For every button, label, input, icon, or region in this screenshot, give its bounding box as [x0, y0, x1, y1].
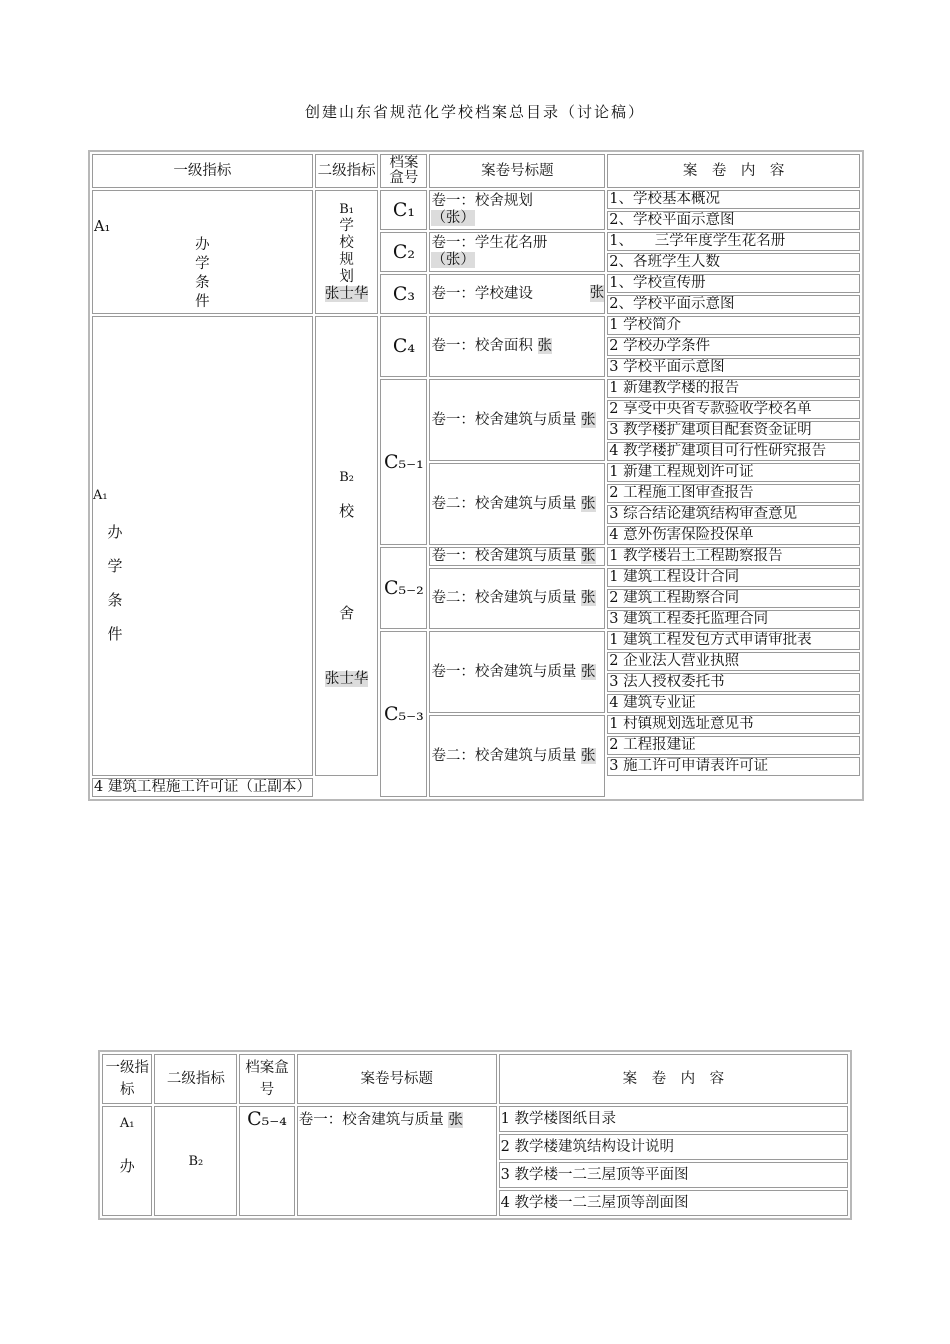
volume-c2-person: （张）: [431, 252, 475, 268]
content-item: 1 建筑工程发包方式申请审批表: [607, 631, 860, 650]
volume-c5-3-2-person: 张: [581, 747, 596, 764]
table-header-row: [102, 1054, 848, 1104]
content-item: 4 意外伤害保险投保单: [607, 526, 860, 545]
volume-c5-2-2-person: 张: [581, 590, 596, 606]
content-item: 3 教学楼扩建项目配套资金证明: [607, 421, 860, 440]
content-item: 4 教学楼扩建项目可行性研究报告: [607, 442, 860, 461]
content-item: 1 学校简介: [607, 316, 860, 335]
header-volume-title: 案卷号标题: [429, 154, 605, 188]
volume-c5-2-1-person: 张: [581, 548, 596, 564]
content-item: 2 建筑工程勘察合同: [607, 589, 860, 608]
a1-second-label: A₁: [93, 488, 108, 503]
header-content: 案 卷 内 容: [607, 154, 860, 188]
header-box: 档案盒号: [239, 1054, 295, 1104]
b2-label: B₂: [339, 470, 354, 485]
b1-label: B₁: [339, 202, 354, 217]
box-c5-2: C₅₋₂: [380, 547, 427, 629]
volume-c5-1-2-person: 张: [581, 495, 596, 512]
volume-c5-3-2-title: 卷二：校舍建筑与质量: [431, 747, 577, 764]
volume-c2: [429, 232, 605, 272]
volume-c5-1-1-title: 卷一：校舍建筑与质量: [431, 411, 577, 428]
content-item: 1 建筑工程设计合同: [607, 568, 860, 587]
level1-a1-cell: [102, 1106, 152, 1216]
content-item: 1 新建工程规划许可证: [607, 463, 860, 482]
volume-c5-1-1: [429, 379, 605, 461]
content-item: 3 综合结论建筑结构审查意见: [607, 505, 860, 524]
volume-c5-4-title: 卷一：校舍建筑与质量: [298, 1112, 444, 1128]
header-content: 案 卷 内 容: [499, 1054, 848, 1104]
table-row: [92, 190, 860, 209]
content-item: 2 享受中央省专款验收学校名单: [607, 400, 860, 419]
volume-c5-1-1-person: 张: [581, 411, 596, 428]
box-c2: C₂: [380, 232, 427, 272]
content-item: 2 企业法人营业执照: [607, 652, 860, 671]
volume-c2-title: 卷一：学生花名册: [431, 235, 548, 251]
archive-catalog-table-continued: [98, 1050, 852, 1220]
volume-c5-2-1: [429, 547, 605, 566]
volume-c5-3-1-person: 张: [581, 663, 596, 680]
box-c1: C₁: [380, 190, 427, 230]
volume-c4-person: 张: [537, 338, 553, 354]
box-c5-4: C₅₋₄: [239, 1106, 295, 1216]
content-item: 2、学校平面示意图: [607, 295, 860, 314]
volume-c5-4-person: 张: [448, 1112, 463, 1128]
header-level2: 二级指标: [315, 154, 379, 188]
content-item: 4 建筑工程施工许可证（正副本）: [94, 779, 311, 795]
content-item: 3 学校平面示意图: [607, 358, 860, 377]
table-row: [92, 316, 860, 335]
box-c3: C₃: [380, 274, 427, 314]
box-c4: C₄: [380, 316, 427, 377]
volume-c5-4: [297, 1106, 497, 1216]
content-item: 1 新建教学楼的报告: [607, 379, 860, 398]
content-item: 2、各班学生人数: [607, 253, 860, 272]
header-volume-title: 案卷号标题: [297, 1054, 497, 1104]
header-level1: 一级指标: [102, 1054, 152, 1104]
box-c5-1: C₅₋₁: [380, 379, 427, 545]
level2-b2-cell: [315, 316, 379, 776]
content-item: 3 法人授权委托书: [607, 673, 860, 692]
content-item: 1、学校宣传册: [607, 274, 860, 293]
level2-b1-cell: [315, 190, 379, 314]
b2-text-1: 校: [339, 502, 355, 520]
volume-c1: [429, 190, 605, 230]
page-title: 创建山东省规范化学校档案总目录（讨论稿）: [304, 103, 645, 121]
a1-text: 办: [119, 1157, 135, 1175]
volume-c1-person: （张）: [431, 210, 475, 226]
b1-text: 学校规划: [339, 218, 354, 285]
b2-text-2: 舍: [339, 604, 355, 622]
box-c5-3: C₅₋₃: [380, 631, 427, 797]
level2-b2-cell: [154, 1106, 237, 1216]
header-level1: 一级指标: [92, 154, 313, 188]
content-item: 2、学校平面示意图: [607, 211, 860, 230]
volume-c5-3-2: [429, 715, 605, 797]
content-item: 1 教学楼图纸目录: [499, 1106, 848, 1132]
volume-c5-2-2: [429, 568, 605, 629]
archive-catalog-table: [88, 150, 864, 801]
volume-c5-3-1-title: 卷一：校舍建筑与质量: [431, 663, 577, 680]
content-item: 2 教学楼建筑结构设计说明: [499, 1134, 848, 1160]
content-item: 2 工程报建证: [607, 736, 860, 755]
volume-c5-1-2: [429, 463, 605, 545]
a1-text: 办学条件: [195, 237, 210, 310]
content-item: 2 学校办学条件: [607, 337, 860, 356]
volume-c3-person: 张: [589, 285, 605, 301]
a1-second-text: 办学条件: [107, 523, 123, 643]
volume-c4-title: 卷一：校舍面积: [431, 338, 533, 354]
content-item: 1、 三学年度学生花名册: [607, 232, 860, 251]
a1-label: A₁: [94, 219, 111, 235]
volume-c5-3-1: [429, 631, 605, 713]
content-item: 4 教学楼一二三屋顶等剖面图: [499, 1190, 848, 1216]
header-level2: 二级指标: [154, 1054, 237, 1104]
content-item: 1、学校基本概况: [607, 190, 860, 209]
b2-person: 张士华: [324, 671, 369, 687]
volume-c4: [429, 316, 605, 377]
b2-person-wrap: [316, 671, 378, 688]
table-header-row: [92, 154, 860, 188]
content-item: 1 村镇规划选址意见书: [607, 715, 860, 734]
volume-c1-title: 卷一：校舍规划: [431, 193, 533, 209]
content-item: 2 工程施工图审查报告: [607, 484, 860, 503]
level1-a1-cell: [92, 190, 313, 314]
volume-c5-2-2-title: 卷二：校舍建筑与质量: [431, 590, 577, 606]
volume-c5-2-1-title: 卷一：校舍建筑与质量: [431, 548, 577, 564]
content-item: 3 教学楼一二三屋顶等平面图: [499, 1162, 848, 1188]
content-item: 3 建筑工程委托监理合同: [607, 610, 860, 629]
content-item: 4 建筑专业证: [607, 694, 860, 713]
b1-person: 张士华: [324, 286, 369, 302]
volume-c3: [429, 274, 605, 314]
b2-label: B₂: [188, 1153, 204, 1169]
table-row: [102, 1106, 848, 1132]
volume-c5-1-2-title: 卷二：校舍建筑与质量: [431, 495, 577, 512]
volume-c3-title: 卷一：学校建设: [431, 285, 533, 302]
level1-a1-second-cell: [92, 316, 313, 776]
header-box: 档案盒号: [380, 154, 427, 188]
content-item: 1 教学楼岩土工程勘察报告: [607, 547, 860, 566]
a1-label: A₁: [119, 1116, 135, 1131]
content-item: 3 施工许可申请表许可证: [607, 757, 860, 776]
